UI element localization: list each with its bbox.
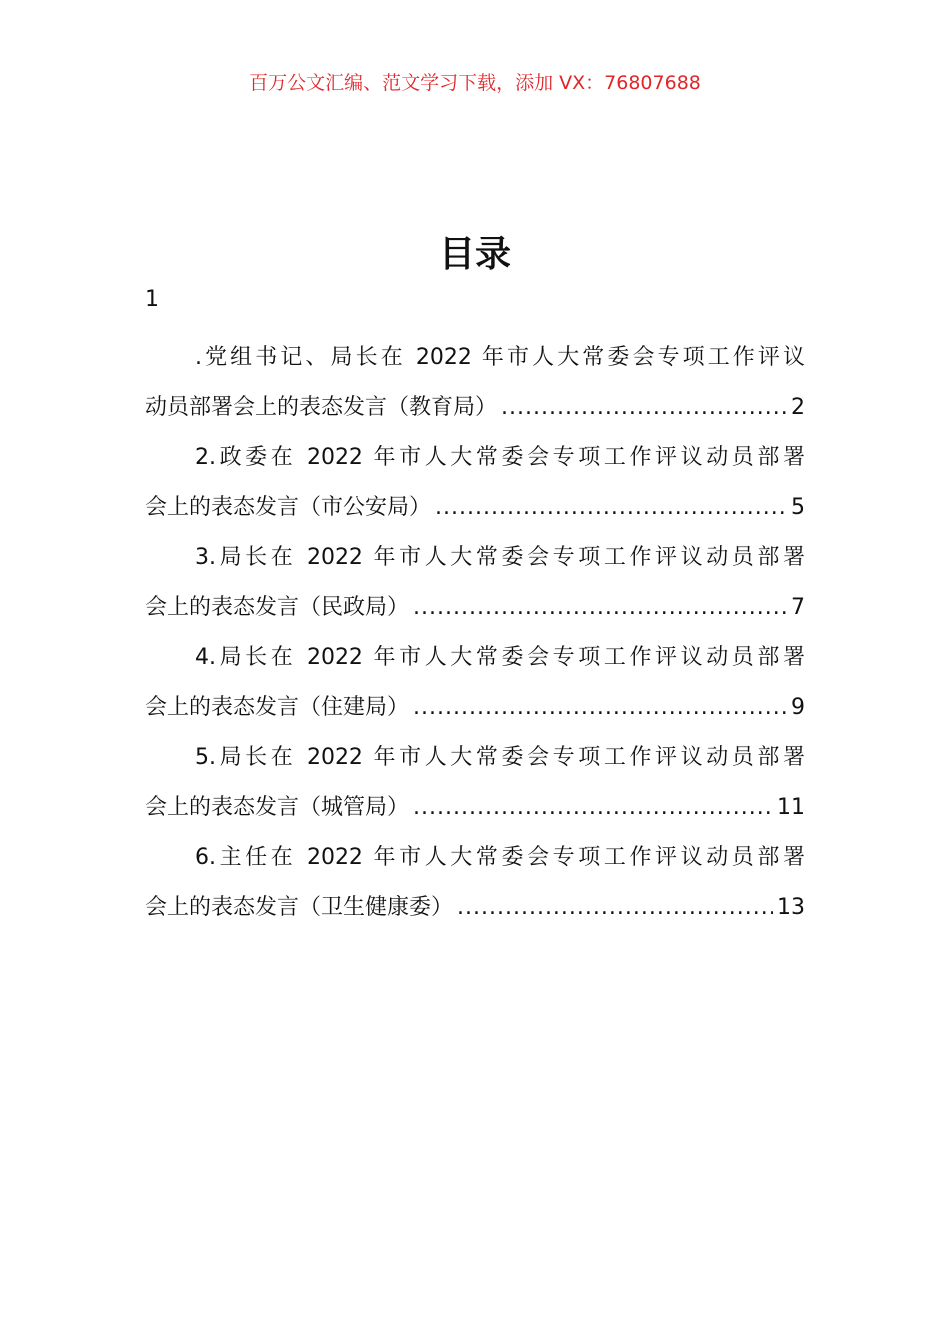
toc-page-number: 5	[791, 495, 805, 520]
toc-number: 1	[145, 287, 159, 312]
toc-entry[interactable]	[145, 633, 805, 733]
toc-entry-title-cont: 会上的表态发言（卫生健康委）	[145, 895, 454, 920]
toc-entry-title: 3.局长在 2022 年市人大常委会专项工作评议动员部署	[195, 545, 805, 570]
toc-entry[interactable]	[145, 833, 805, 933]
toc-entry[interactable]	[145, 533, 805, 633]
toc-entry-title-cont: 会上的表态发言（住建局）	[145, 695, 410, 720]
toc-entry-title: 2.政委在 2022 年市人大常委会专项工作评议动员部署	[195, 445, 805, 470]
toc-entry-title-cont: 会上的表态发言（市公安局）	[145, 495, 432, 520]
toc-page-number: 13	[777, 895, 805, 920]
toc-page-number: 9	[791, 695, 805, 720]
toc-page-number: 11	[777, 795, 805, 820]
toc-entry-title-cont: 动员部署会上的表态发言（教育局）	[145, 395, 498, 420]
toc-page-number: 2	[791, 395, 805, 420]
toc-entry[interactable]	[145, 433, 805, 533]
table-of-contents	[145, 283, 805, 933]
dot-leader	[435, 483, 787, 533]
dot-leader	[501, 383, 787, 433]
toc-entry[interactable]	[145, 333, 805, 433]
toc-entry-title: 5.局长在 2022 年市人大常委会专项工作评议动员部署	[195, 745, 805, 770]
watermark-header: 百万公文汇编、范文学习下载，添加 VX：76807688	[249, 72, 701, 94]
dot-leader	[413, 583, 787, 633]
toc-entry-title: 6.主任在 2022 年市人大常委会专项工作评议动员部署	[195, 845, 805, 870]
dot-leader	[413, 683, 787, 733]
toc-page-number: 7	[791, 595, 805, 620]
toc-entry-title: .党组书记、局长在 2022 年市人大常委会专项工作评议	[195, 345, 805, 370]
toc-entry-title: 4.局长在 2022 年市人大常委会专项工作评议动员部署	[195, 645, 805, 670]
dot-leader	[457, 883, 773, 933]
toc-entry[interactable]	[145, 733, 805, 833]
dot-leader	[413, 783, 773, 833]
page-title: 目录	[438, 234, 511, 275]
toc-entry-title-cont: 会上的表态发言（城管局）	[145, 795, 410, 820]
toc-entry-title-cont: 会上的表态发言（民政局）	[145, 595, 410, 620]
